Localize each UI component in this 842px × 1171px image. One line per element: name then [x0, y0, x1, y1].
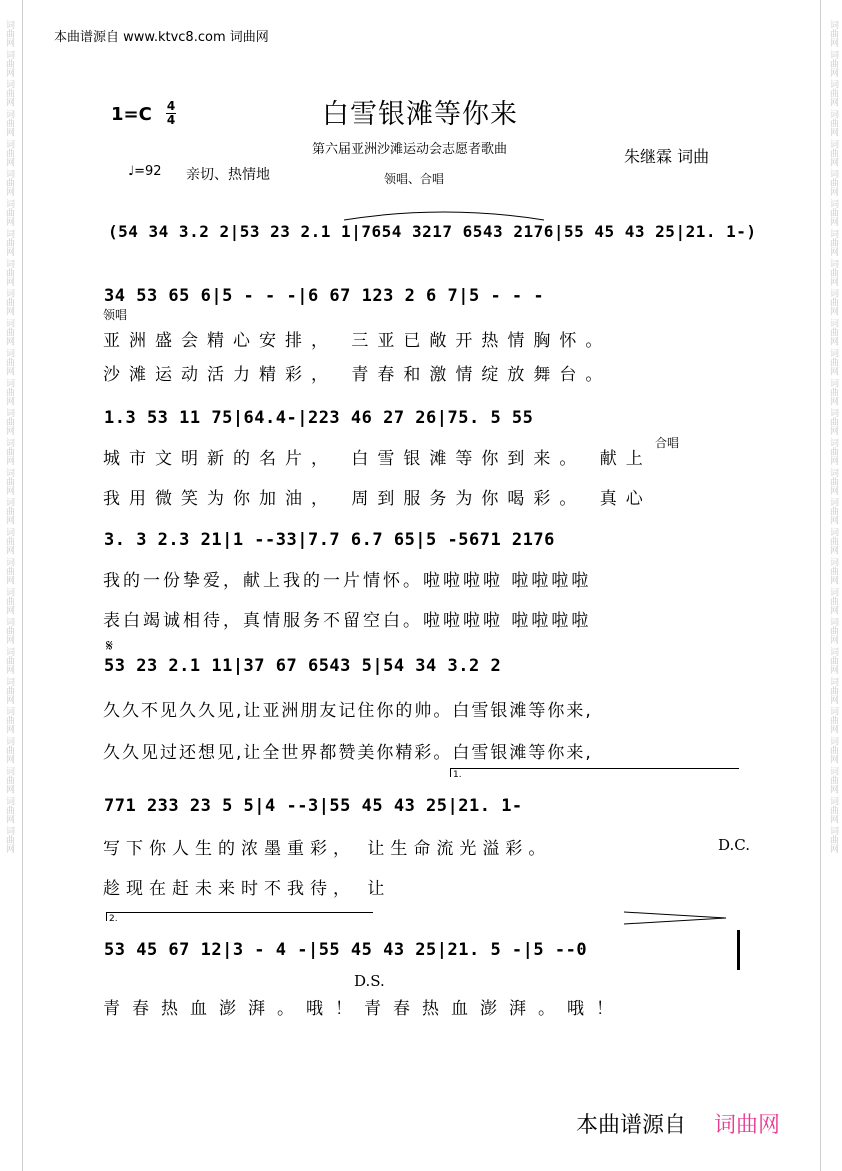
da-capo-mark: D.C.	[718, 836, 750, 854]
line6-lyric: 青春热血澎湃。哦！青春热血澎湃。哦！	[103, 999, 625, 1019]
dal-segno-mark: D.S.	[354, 972, 385, 990]
edge-watermark-text: 词曲网 词曲网 词曲网 词曲网 词曲网 词曲网 词曲网 词曲网 词曲网 词曲网 词曲网 词曲网 词曲网 词曲网 词曲网 词曲网 词曲网 词曲网 词曲网 词曲网 词曲网 词曲网 词曲网 词曲网 词曲网 词曲网 词曲网 词曲网	[4, 20, 14, 854]
line1-lyric-verse1: 亚洲盛会精心安排， 三亚已敞开热情胸怀。	[103, 331, 612, 351]
time-top: 4	[166, 99, 176, 113]
time-signature	[166, 100, 176, 127]
key-signature: 1=C	[111, 104, 152, 125]
line3-notes: 3. 3 2.3 21|1 --33|7.7 6.7 65|5 -5671 2176	[104, 530, 555, 550]
song-subtitle: 第六届亚洲沙滩运动会志愿者歌曲	[312, 142, 508, 157]
decrescendo-hairpin	[622, 910, 728, 926]
line5-notes: 771 233 23 5 5|4 --3|55 45 43 25|21. 1-	[104, 796, 523, 816]
first-ending-label: 1.	[453, 770, 462, 780]
expression-marking: 亲切、热情地	[186, 167, 270, 183]
footer-source-text: 本曲谱源自	[576, 1113, 687, 1138]
first-ending-bracket	[450, 768, 739, 780]
line6-notes: 53 45 67 12|3 - 4 -|55 45 43 25|21. 5 -|5 --0	[104, 940, 588, 960]
line4-lyric-verse1: 久久不见久久见,让亚洲朋友记住你的帅。白雪银滩等你来,	[103, 701, 593, 721]
edge-watermark-text-right: 词曲网 词曲网 词曲网 词曲网 词曲网 词曲网 词曲网 词曲网 词曲网 词曲网 词曲网 词曲网 词曲网 词曲网 词曲网 词曲网 词曲网 词曲网 词曲网 词曲网 词曲网 词曲网 词曲网 词曲网 词曲网 词曲网 词曲网 词曲网	[828, 20, 838, 854]
voicing-marking: 领唱、合唱	[384, 172, 445, 186]
chorus-label: 合唱	[655, 436, 680, 450]
line1-notes: 34 53 65 6|5 - - -|6 67 123 2 6 7|5 - - -	[104, 286, 545, 306]
second-ending-label: 2.	[109, 914, 118, 924]
final-barline	[737, 930, 740, 970]
intro-notes: (54 34 3.2 2|53 23 2.1 1|7654 3217 6543 2176|55 45 43 25|21. 1-)	[108, 222, 757, 241]
time-bottom: 4	[166, 113, 176, 127]
intro-slur	[340, 206, 550, 222]
song-title: 白雪银滩等你来	[322, 99, 518, 130]
line3-lyric-verse2: 表白竭诚相待，真情服务不留空白。啦啦啦啦 啦啦啦啦	[103, 611, 592, 631]
line1-lyric-verse2: 沙滩运动活力精彩， 青春和激情绽放舞台。	[103, 365, 612, 385]
line5-lyric-verse1: 写下你人生的浓墨重彩， 让生命流光溢彩。	[103, 839, 552, 859]
edge-watermark	[2, 0, 16, 1160]
line3-lyric-verse1: 我的一份挚爱，献上我的一片情怀。啦啦啦啦 啦啦啦啦	[103, 571, 592, 591]
song-credit: 朱继霖 词曲	[624, 147, 710, 166]
left-border	[22, 0, 23, 1171]
left-watermark-strip	[2, 0, 16, 1160]
line4-notes: 53 23 2.1 11|37 67 6543 5|54 34 3.2 2	[104, 656, 502, 676]
tempo-marking: ♩=92	[128, 164, 162, 179]
footer-brand-link[interactable]: 词曲网	[714, 1113, 781, 1138]
right-border	[820, 0, 821, 1171]
second-ending-bracket	[106, 912, 373, 924]
source-header: 本曲谱源自 www.ktvc8.com 词曲网	[54, 30, 269, 45]
line2-lyric-verse1: 城市文明新的名片， 白雪银滩等你到来。 献上	[103, 449, 652, 469]
line2-lyric-verse2: 我用微笑为你加油， 周到服务为你喝彩。 真心	[103, 489, 652, 509]
segno-sign: 𝄋	[106, 636, 113, 655]
line2-notes: 1.3 53 11 75|64.4-|223 46 27 26|75. 5 55	[104, 408, 534, 428]
right-watermark-strip	[826, 0, 840, 853]
line4-lyric-verse2: 久久见过还想见,让全世界都赞美你精彩。白雪银滩等你来,	[103, 743, 593, 763]
line5-lyric-verse2: 趁现在赶未来时不我待， 让	[103, 879, 391, 899]
lead-vocal-label: 领唱	[103, 308, 128, 322]
